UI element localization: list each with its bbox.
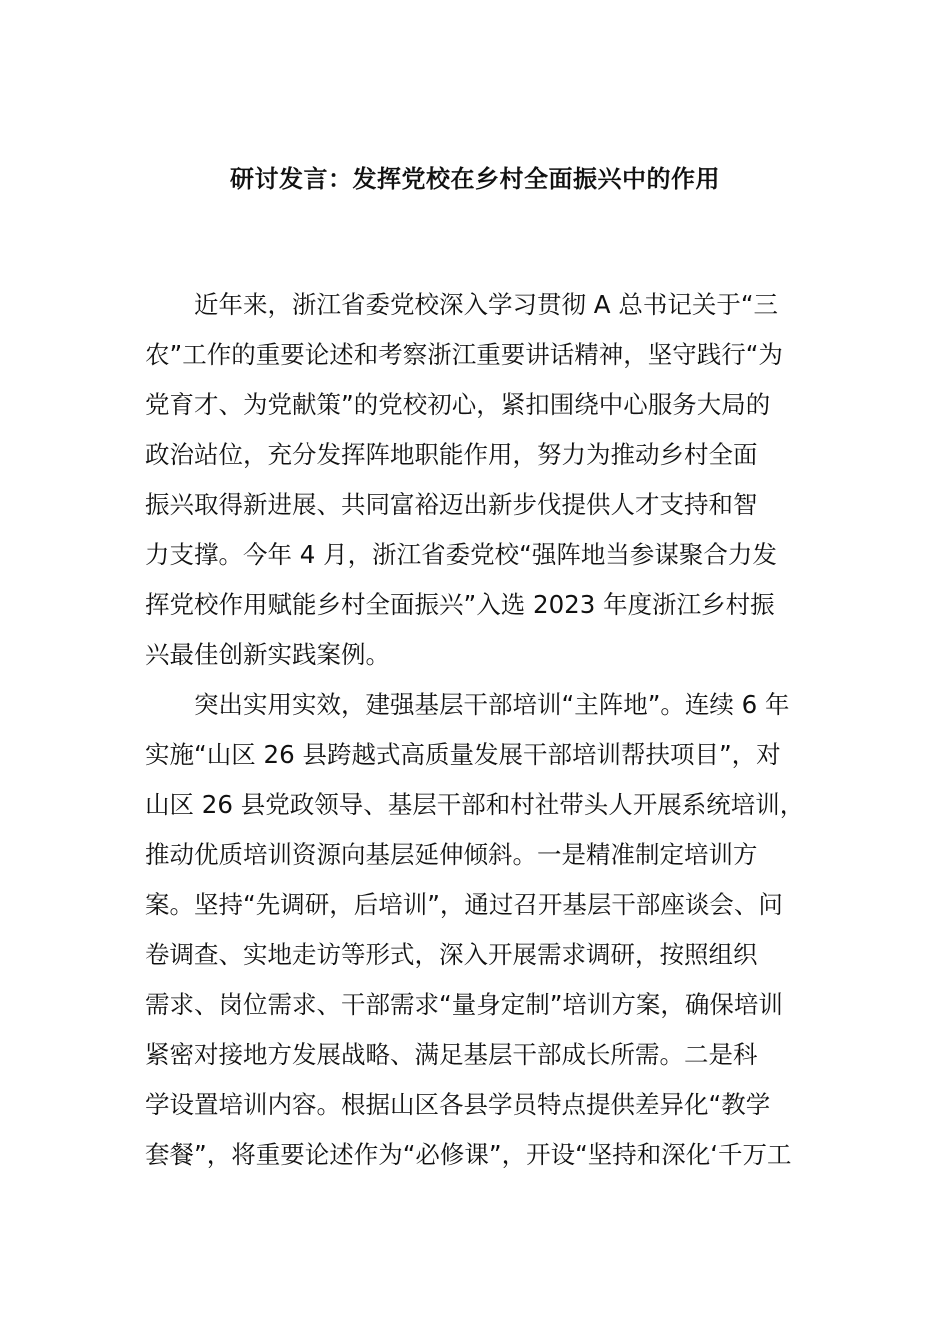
paragraph-line: 近年来，浙江省委党校深入学习贯彻 A 总书记关于“三 (194, 290, 779, 319)
paragraph-line: 党育才、为党献策”的党校初心，紧扣围绕中心服务大局的 (145, 390, 771, 419)
paragraph-line: 案。坚持“先调研，后培训”，通过召开基层干部座谈会、问 (145, 890, 783, 919)
paragraph-line: 兴最佳创新实践案例。 (145, 640, 390, 669)
paragraph-line: 山区 26 县党政领导、基层干部和村社带头人开展系统培训， (145, 790, 805, 819)
paragraph-line: 力支撑。今年 4 月，浙江省委党校“强阵地当参谋聚合力发 (145, 540, 777, 569)
paragraph (145, 680, 825, 1180)
paragraph-line: 需求、岗位需求、干部需求“量身定制”培训方案，确保培训 (145, 990, 783, 1019)
paragraph-line: 农”工作的重要论述和考察浙江重要讲话精神，坚守践行“为 (145, 340, 783, 369)
paragraph-line: 套餐”，将重要论述作为“必修课”，开设“坚持和深化‘千万工 (145, 1140, 792, 1169)
paragraph-line: 卷调查、实地走访等形式，深入开展需求调研，按照组织 (145, 940, 758, 969)
paragraph-line: 振兴取得新进展、共同富裕迈出新步伐提供人才支持和智 (145, 490, 758, 519)
paragraph-line: 推动优质培训资源向基层延伸倾斜。一是精准制定培训方 (145, 840, 758, 869)
paragraph (145, 280, 825, 680)
document-title: 研讨发言：发挥党校在乡村全面振兴中的作用 (230, 165, 720, 193)
paragraph-line: 实施“山区 26 县跨越式高质量发展干部培训帮扶项目”，对 (145, 740, 781, 769)
document-body (145, 280, 825, 1180)
paragraph-line: 学设置培训内容。根据山区各县学员特点提供差异化“教学 (145, 1090, 771, 1119)
paragraph-line: 挥党校作用赋能乡村全面振兴”入选 2023 年度浙江乡村振 (145, 590, 775, 619)
paragraph-line: 紧密对接地方发展战略、满足基层干部成长所需。二是科 (145, 1040, 758, 1069)
paragraph-line: 突出实用实效，建强基层干部培训“主阵地”。连续 6 年 (194, 690, 790, 719)
paragraph-line: 政治站位，充分发挥阵地职能作用，努力为推动乡村全面 (145, 440, 758, 469)
